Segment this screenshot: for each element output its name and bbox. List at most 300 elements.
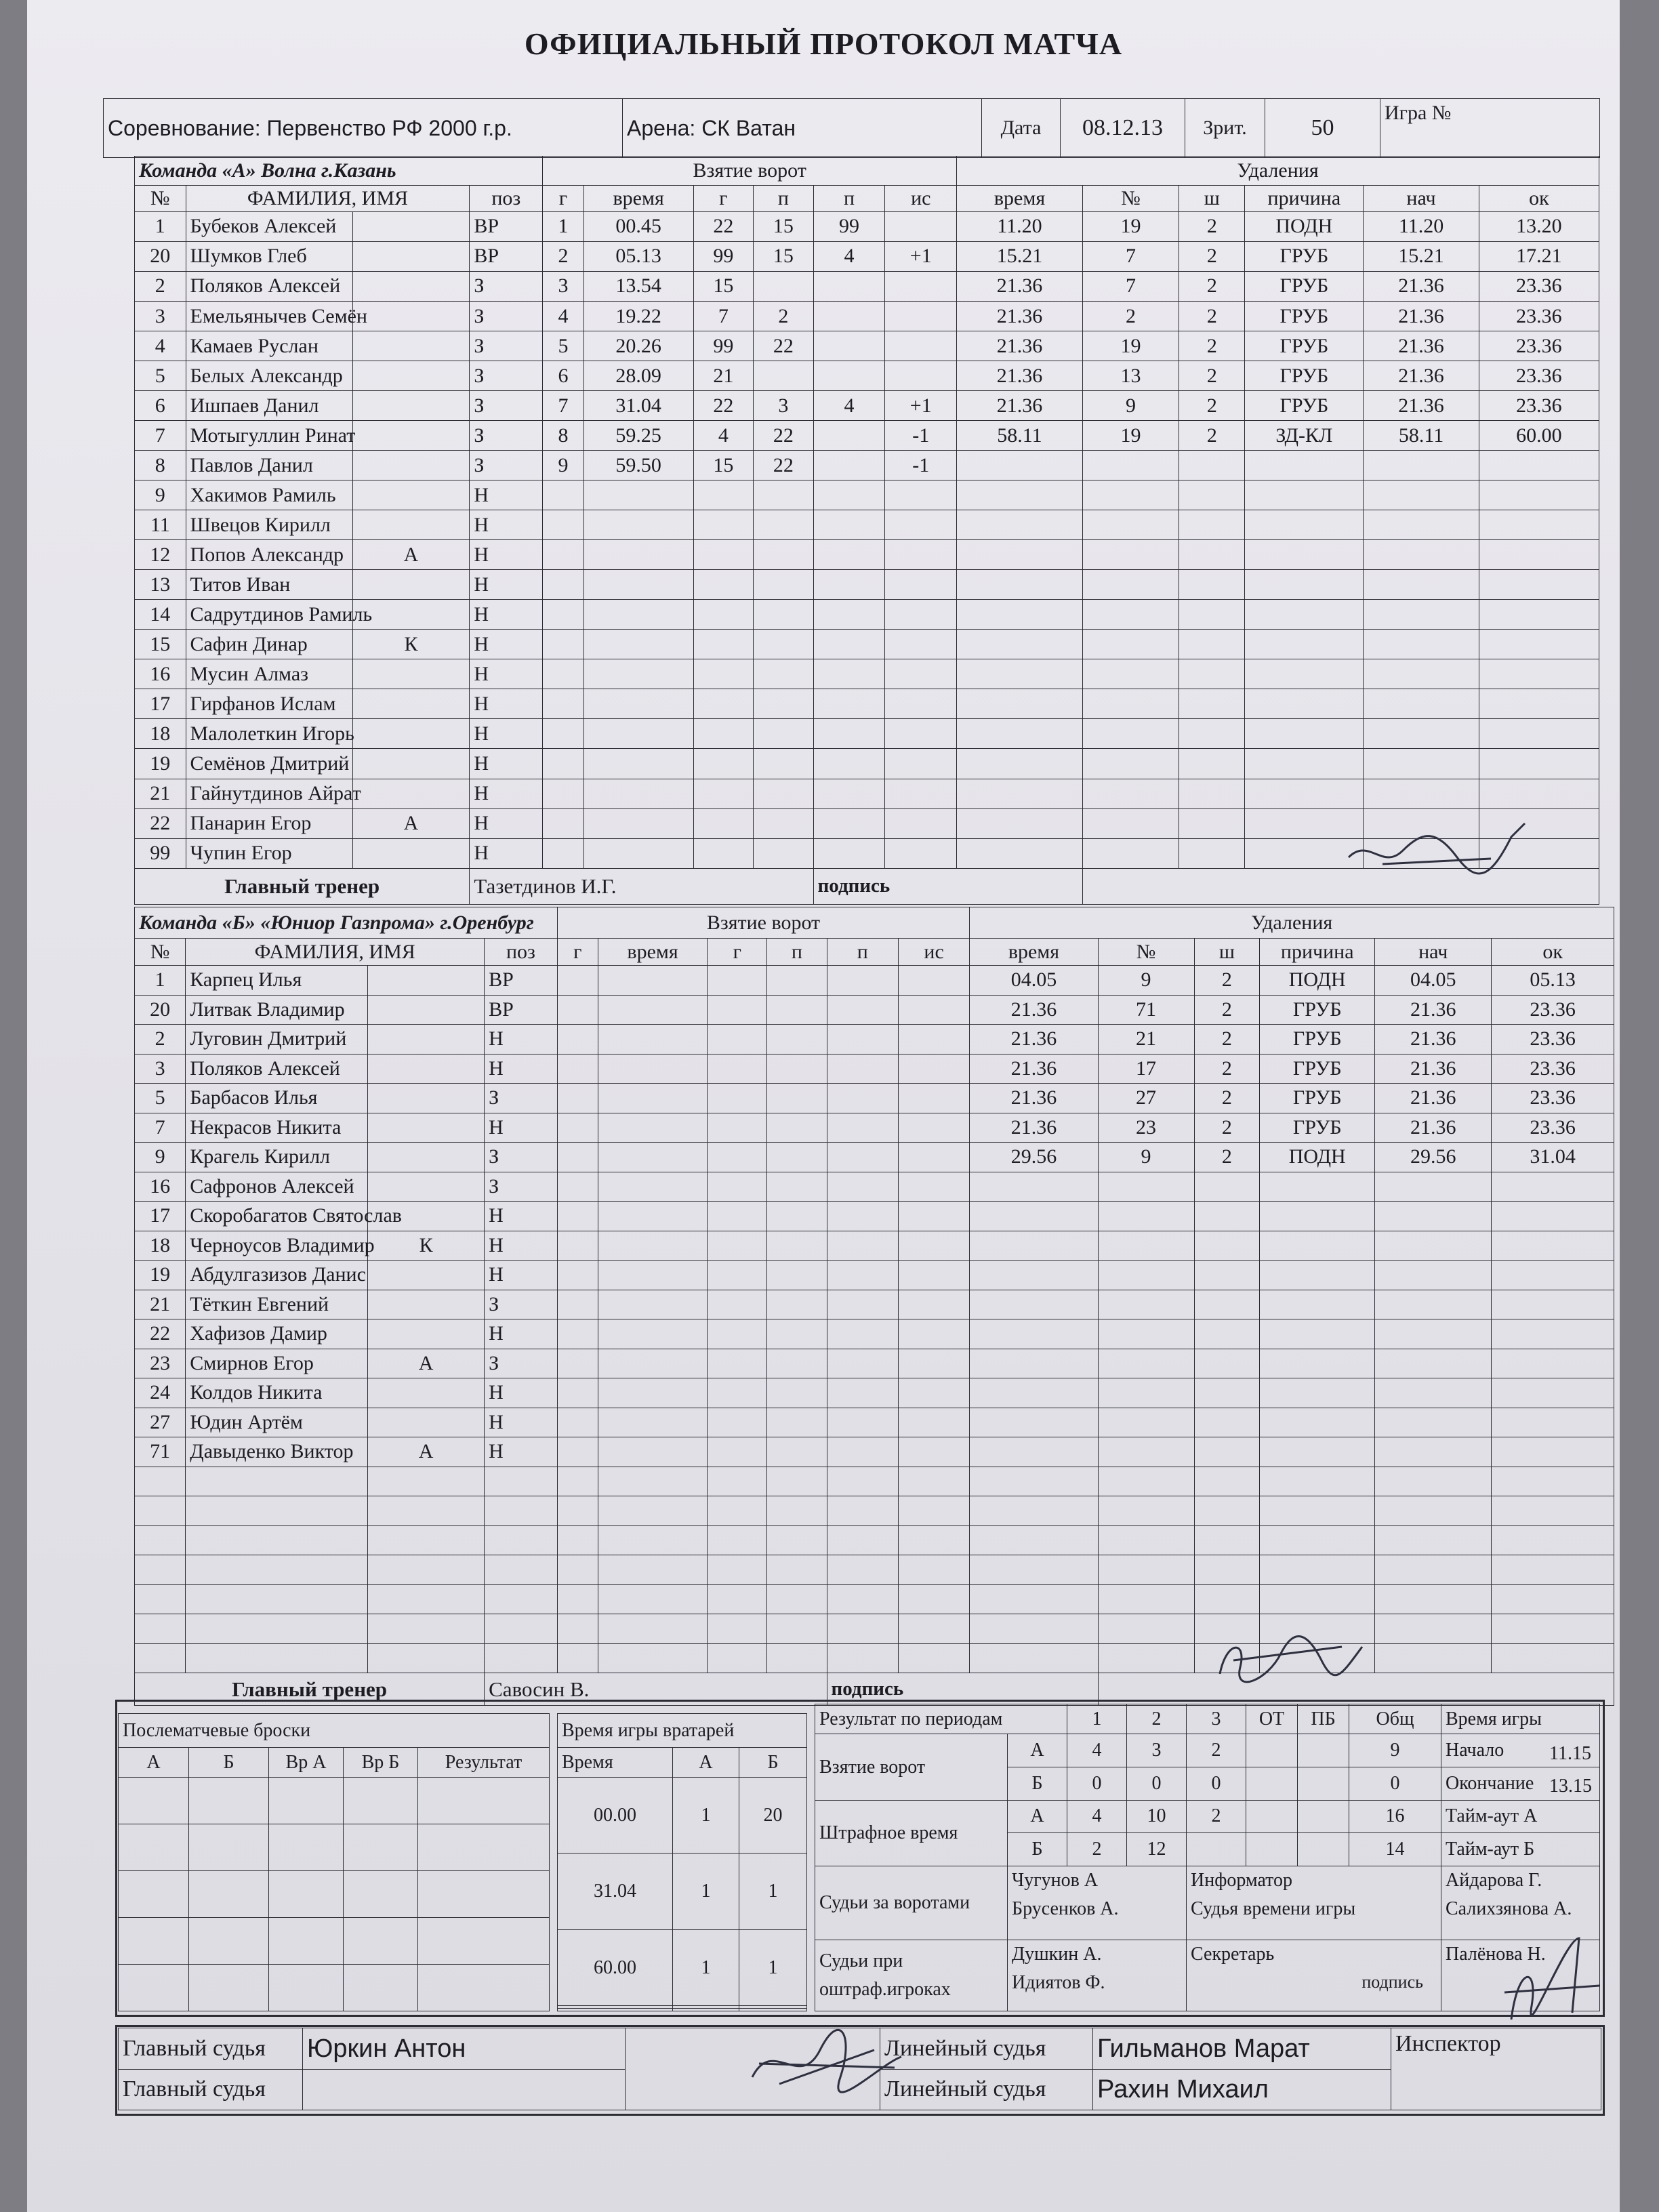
goalie-cell[interactable]: 1: [673, 1929, 739, 2005]
competition-field[interactable]: Соревнование: Первенство РФ 2000 г.р.: [104, 99, 623, 158]
goal-g[interactable]: [557, 1202, 598, 1231]
goal-ic[interactable]: [898, 1437, 969, 1467]
player-number[interactable]: 21: [135, 1290, 186, 1319]
goal-time[interactable]: [583, 540, 693, 570]
player-number[interactable]: 21: [135, 779, 186, 808]
penalty-end[interactable]: 23.36: [1492, 995, 1614, 1025]
period-cell[interactable]: 16: [1349, 1800, 1441, 1833]
penalty-no[interactable]: [1082, 630, 1179, 659]
penalty-sh[interactable]: [1179, 838, 1245, 868]
goal-ic[interactable]: [898, 1319, 969, 1349]
penalty-no[interactable]: [1098, 1378, 1194, 1408]
goal-p2[interactable]: [813, 510, 885, 540]
goal-g[interactable]: [557, 1084, 598, 1113]
penalty-time[interactable]: [957, 480, 1083, 510]
goal-ic[interactable]: [885, 510, 957, 540]
penalty-time[interactable]: [970, 1643, 1098, 1673]
penalty-no[interactable]: 9: [1098, 1143, 1194, 1172]
penalty-start[interactable]: [1375, 1496, 1492, 1526]
penalty-start[interactable]: [1375, 1172, 1492, 1202]
player-position[interactable]: Н: [485, 1025, 558, 1054]
goal-judge-1[interactable]: Чугунов А: [1012, 1869, 1099, 1891]
penalty-reason[interactable]: ГРУБ: [1260, 1025, 1375, 1054]
goal-p1[interactable]: [767, 1290, 827, 1319]
penalty-time[interactable]: [970, 1202, 1098, 1231]
player-position[interactable]: З: [485, 1290, 558, 1319]
penalty-reason[interactable]: [1260, 1437, 1375, 1467]
player-position[interactable]: [485, 1555, 558, 1585]
penalty-sh[interactable]: [1194, 1349, 1260, 1378]
penalty-time[interactable]: [970, 1231, 1098, 1261]
penalty-time[interactable]: [957, 540, 1083, 570]
penalty-reason[interactable]: ГРУБ: [1260, 1084, 1375, 1113]
goal-g[interactable]: [543, 630, 583, 659]
penalty-start[interactable]: [1375, 1614, 1492, 1644]
player-name[interactable]: [186, 540, 352, 570]
goal-p1[interactable]: [767, 1496, 827, 1526]
penalty-end[interactable]: [1479, 659, 1599, 689]
goal-p1[interactable]: 2: [754, 302, 814, 331]
goal-gp[interactable]: [693, 838, 754, 868]
penalty-start[interactable]: [1375, 1555, 1492, 1585]
player-name[interactable]: [186, 1290, 368, 1319]
game-start-value[interactable]: 11.15: [1549, 1743, 1591, 1764]
penalty-sh[interactable]: 2: [1179, 421, 1245, 451]
goal-g[interactable]: [557, 1113, 598, 1143]
penalty-end[interactable]: [1479, 570, 1599, 600]
penalty-reason[interactable]: ПОДН: [1260, 966, 1375, 996]
player-name[interactable]: [186, 1378, 368, 1408]
goalie-cell[interactable]: 31.04: [558, 1853, 673, 1929]
goal-p2[interactable]: [827, 1437, 898, 1467]
player-number[interactable]: 99: [135, 838, 186, 868]
player-position[interactable]: Н: [470, 719, 543, 749]
goal-time[interactable]: [598, 1525, 707, 1555]
player-position[interactable]: Н: [470, 600, 543, 630]
penalty-end[interactable]: [1479, 540, 1599, 570]
player-position[interactable]: Н: [470, 630, 543, 659]
goal-gp[interactable]: [708, 1584, 767, 1614]
timekeeper-name[interactable]: Салихзянова А.: [1446, 1898, 1572, 1919]
goal-p1[interactable]: [767, 1584, 827, 1614]
player-position[interactable]: [485, 1496, 558, 1526]
player-number[interactable]: [135, 1496, 186, 1526]
goal-time[interactable]: [598, 1437, 707, 1467]
goal-ic[interactable]: [898, 1408, 969, 1437]
goal-p1[interactable]: [754, 600, 814, 630]
penalty-reason[interactable]: [1260, 1378, 1375, 1408]
goal-p2[interactable]: [827, 1290, 898, 1319]
penalty-start[interactable]: 15.21: [1364, 241, 1479, 271]
goal-gp[interactable]: [708, 1378, 767, 1408]
player-position[interactable]: Н: [485, 1113, 558, 1143]
goal-gp[interactable]: [693, 779, 754, 808]
period-cell[interactable]: 2: [1187, 1734, 1246, 1767]
goal-p2[interactable]: [813, 808, 885, 838]
penalty-no[interactable]: [1082, 689, 1179, 719]
penalty-sh[interactable]: [1194, 1202, 1260, 1231]
player-position[interactable]: Н: [485, 1437, 558, 1467]
penalty-sh[interactable]: 2: [1179, 361, 1245, 391]
penalty-reason[interactable]: [1245, 630, 1364, 659]
player-number[interactable]: [135, 1643, 186, 1673]
penalty-time[interactable]: [970, 1584, 1098, 1614]
goal-gp[interactable]: [693, 689, 754, 719]
linesman-1[interactable]: Гильманов Марат: [1093, 2028, 1391, 2070]
goal-ic[interactable]: [898, 1467, 969, 1496]
penalty-sh[interactable]: [1194, 1584, 1260, 1614]
goal-gp[interactable]: 4: [693, 421, 754, 451]
goal-time[interactable]: [583, 808, 693, 838]
player-name[interactable]: [186, 779, 361, 808]
player-name[interactable]: [186, 1202, 402, 1231]
penalty-end[interactable]: [1492, 1555, 1614, 1585]
goal-g[interactable]: 2: [543, 241, 583, 271]
goal-p2[interactable]: [827, 1614, 898, 1644]
goal-p2[interactable]: [827, 1349, 898, 1378]
player-position[interactable]: Н: [485, 1231, 558, 1261]
goal-p2[interactable]: [813, 659, 885, 689]
player-name[interactable]: [186, 302, 367, 331]
penalty-start[interactable]: [1375, 1525, 1492, 1555]
goal-gp[interactable]: [708, 1467, 767, 1496]
penalty-time[interactable]: 21.36: [970, 995, 1098, 1025]
goalie-cell[interactable]: 1: [739, 1853, 807, 1929]
penalty-start[interactable]: 11.20: [1364, 211, 1479, 241]
goal-time[interactable]: [598, 1614, 707, 1644]
goal-p1[interactable]: [767, 1437, 827, 1467]
goal-gp[interactable]: [693, 540, 754, 570]
penalty-reason[interactable]: ПОДН: [1245, 211, 1364, 241]
player-name[interactable]: [186, 1054, 368, 1084]
goal-gp[interactable]: [708, 1113, 767, 1143]
penalty-reason[interactable]: [1245, 838, 1364, 868]
penalty-sh[interactable]: [1179, 808, 1245, 838]
penalty-start[interactable]: [1364, 510, 1479, 540]
goal-time[interactable]: [598, 1408, 707, 1437]
penalty-end[interactable]: [1492, 1437, 1614, 1467]
goal-p1[interactable]: [767, 966, 827, 996]
penalty-sh[interactable]: [1194, 1525, 1260, 1555]
penalty-end[interactable]: [1479, 749, 1599, 779]
penalty-no[interactable]: [1098, 1584, 1194, 1614]
penalty-time[interactable]: [957, 659, 1083, 689]
goal-g[interactable]: [557, 1467, 598, 1496]
goal-g[interactable]: [557, 1349, 598, 1378]
penalty-no[interactable]: [1082, 510, 1179, 540]
goal-ic[interactable]: [898, 1584, 969, 1614]
goal-g[interactable]: [557, 1319, 598, 1349]
penalty-start[interactable]: [1364, 719, 1479, 749]
goal-g[interactable]: [557, 995, 598, 1025]
player-position[interactable]: [485, 1614, 558, 1644]
goal-p1[interactable]: [767, 1143, 827, 1172]
penalty-start[interactable]: [1364, 480, 1479, 510]
goal-p2[interactable]: [827, 1525, 898, 1555]
goal-gp[interactable]: [693, 570, 754, 600]
goal-ic[interactable]: [898, 1614, 969, 1644]
player-number[interactable]: 20: [135, 995, 186, 1025]
player-number[interactable]: 3: [135, 1054, 186, 1084]
penalty-sh[interactable]: [1179, 719, 1245, 749]
penalty-end[interactable]: 23.36: [1479, 331, 1599, 361]
penalty-reason[interactable]: ГРУБ: [1245, 361, 1364, 391]
goal-time[interactable]: 31.04: [583, 391, 693, 421]
goal-time[interactable]: [598, 1084, 707, 1113]
penalty-no[interactable]: [1082, 659, 1179, 689]
goal-gp[interactable]: 99: [693, 331, 754, 361]
player-name[interactable]: [186, 510, 352, 540]
penalty-sh[interactable]: 2: [1194, 1054, 1260, 1084]
player-name[interactable]: [186, 211, 352, 241]
penalty-time[interactable]: [970, 1525, 1098, 1555]
goal-g[interactable]: [557, 1614, 598, 1644]
penalty-start[interactable]: 58.11: [1364, 421, 1479, 451]
player-number[interactable]: 8: [135, 451, 186, 480]
penalty-no[interactable]: [1098, 1614, 1194, 1644]
goal-gp[interactable]: 22: [693, 391, 754, 421]
period-cell[interactable]: 2: [1187, 1800, 1246, 1833]
penalty-sh[interactable]: [1194, 1408, 1260, 1437]
goal-g[interactable]: [543, 719, 583, 749]
goal-p1[interactable]: [767, 1408, 827, 1437]
penalty-no[interactable]: [1098, 1349, 1194, 1378]
player-position[interactable]: Н: [470, 838, 543, 868]
player-name[interactable]: [186, 1084, 368, 1113]
penalty-sh[interactable]: 2: [1194, 966, 1260, 996]
penalty-end[interactable]: 60.00: [1479, 421, 1599, 451]
player-position[interactable]: З: [470, 361, 543, 391]
goal-gp[interactable]: [708, 1349, 767, 1378]
player-number[interactable]: 19: [135, 1261, 186, 1290]
player-name[interactable]: [186, 1555, 368, 1585]
penalty-time[interactable]: [957, 630, 1083, 659]
penalty-time[interactable]: [957, 749, 1083, 779]
penalty-reason[interactable]: ПОДН: [1260, 1143, 1375, 1172]
box-judge-2[interactable]: Идиятов Ф.: [1012, 1971, 1105, 1993]
player-position[interactable]: [485, 1643, 558, 1673]
goal-p2[interactable]: [827, 1143, 898, 1172]
penalty-time[interactable]: [970, 1261, 1098, 1290]
goal-p1[interactable]: [767, 1113, 827, 1143]
penalty-start[interactable]: [1364, 570, 1479, 600]
penalty-no[interactable]: 13: [1082, 361, 1179, 391]
penalty-end[interactable]: [1492, 1584, 1614, 1614]
goal-p2[interactable]: [813, 540, 885, 570]
penalty-start[interactable]: [1364, 600, 1479, 630]
player-position[interactable]: ВР: [485, 966, 558, 996]
penalty-sh[interactable]: [1194, 1555, 1260, 1585]
goal-p1[interactable]: [767, 1349, 827, 1378]
penalty-reason[interactable]: [1260, 1614, 1375, 1644]
penalty-time[interactable]: 04.05: [970, 966, 1098, 996]
penalty-end[interactable]: [1479, 719, 1599, 749]
penalty-end[interactable]: [1492, 1261, 1614, 1290]
goal-g[interactable]: [557, 1584, 598, 1614]
player-name[interactable]: [186, 391, 352, 421]
goal-gp[interactable]: [693, 600, 754, 630]
player-name[interactable]: [186, 1172, 368, 1202]
goal-time[interactable]: [583, 630, 693, 659]
goal-gp[interactable]: [708, 1290, 767, 1319]
goal-ic[interactable]: [898, 1202, 969, 1231]
penalty-no[interactable]: [1098, 1231, 1194, 1261]
goal-ic[interactable]: [898, 1525, 969, 1555]
penalty-start[interactable]: [1364, 659, 1479, 689]
penalty-no[interactable]: [1098, 1172, 1194, 1202]
player-name[interactable]: [186, 719, 352, 749]
player-position[interactable]: Н: [470, 749, 543, 779]
goal-ic[interactable]: [898, 1555, 969, 1585]
penalty-reason[interactable]: ГРУБ: [1245, 241, 1364, 271]
player-position[interactable]: З: [485, 1143, 558, 1172]
player-position[interactable]: Н: [485, 1054, 558, 1084]
penalty-no[interactable]: 19: [1082, 211, 1179, 241]
penalty-reason[interactable]: [1260, 1584, 1375, 1614]
penalty-reason[interactable]: [1245, 659, 1364, 689]
goal-p1[interactable]: [767, 995, 827, 1025]
penalty-sh[interactable]: [1179, 749, 1245, 779]
head-referee-1[interactable]: Юркин Антон: [303, 2028, 626, 2070]
goal-p1[interactable]: [754, 779, 814, 808]
goal-p1[interactable]: [767, 1202, 827, 1231]
penalty-reason[interactable]: [1260, 1555, 1375, 1585]
goalie-cell[interactable]: 1: [673, 1778, 739, 1853]
player-name[interactable]: [186, 838, 352, 868]
penalty-no[interactable]: 23: [1098, 1113, 1194, 1143]
penalty-time[interactable]: 21.36: [970, 1025, 1098, 1054]
player-position[interactable]: ВР: [485, 995, 558, 1025]
player-number[interactable]: 23: [135, 1349, 186, 1378]
player-number[interactable]: 12: [135, 540, 186, 570]
goal-p2[interactable]: [827, 1172, 898, 1202]
player-number[interactable]: 11: [135, 510, 186, 540]
penalty-sh[interactable]: 2: [1194, 1143, 1260, 1172]
penalty-time[interactable]: 11.20: [957, 211, 1083, 241]
penalty-end[interactable]: [1479, 510, 1599, 540]
period-cell[interactable]: 12: [1127, 1833, 1187, 1866]
penalty-start[interactable]: [1375, 1349, 1492, 1378]
goalie-cell[interactable]: 1: [739, 1929, 807, 2005]
player-number[interactable]: 71: [135, 1437, 186, 1467]
penalty-reason[interactable]: ГРУБ: [1245, 271, 1364, 301]
penalty-time[interactable]: 21.36: [957, 331, 1083, 361]
player-name[interactable]: [186, 995, 368, 1025]
penalty-end[interactable]: [1492, 1202, 1614, 1231]
penalty-sh[interactable]: [1179, 570, 1245, 600]
penalty-no[interactable]: 21: [1098, 1025, 1194, 1054]
penalty-end[interactable]: [1492, 1319, 1614, 1349]
goal-g[interactable]: [557, 1496, 598, 1526]
goal-ic[interactable]: [885, 719, 957, 749]
goal-ic[interactable]: [885, 749, 957, 779]
goal-g[interactable]: [557, 1525, 598, 1555]
goal-time[interactable]: 59.50: [583, 451, 693, 480]
goal-time[interactable]: 00.45: [583, 211, 693, 241]
coach-signature-field[interactable]: [1082, 868, 1599, 904]
goal-p1[interactable]: 15: [754, 241, 814, 271]
penalty-end[interactable]: [1492, 1467, 1614, 1496]
goal-g[interactable]: [557, 1408, 598, 1437]
goal-g[interactable]: [557, 1231, 598, 1261]
player-name[interactable]: [186, 1437, 368, 1467]
player-name[interactable]: [186, 808, 352, 838]
penalty-reason[interactable]: ГРУБ: [1245, 331, 1364, 361]
goal-time[interactable]: 28.09: [583, 361, 693, 391]
goal-gp[interactable]: [708, 1172, 767, 1202]
goal-p1[interactable]: [767, 1614, 827, 1644]
goal-p1[interactable]: 22: [754, 421, 814, 451]
penalty-reason[interactable]: [1260, 1496, 1375, 1526]
penalty-end[interactable]: [1492, 1614, 1614, 1644]
penalty-sh[interactable]: [1179, 630, 1245, 659]
player-name[interactable]: [186, 1525, 368, 1555]
penalty-end[interactable]: [1492, 1496, 1614, 1526]
player-position[interactable]: Н: [485, 1202, 558, 1231]
player-number[interactable]: 17: [135, 1202, 186, 1231]
goal-p1[interactable]: 15: [754, 211, 814, 241]
player-number[interactable]: [135, 1525, 186, 1555]
player-name[interactable]: [186, 1319, 368, 1349]
player-number[interactable]: 1: [135, 966, 186, 996]
goal-p1[interactable]: [754, 540, 814, 570]
penalty-sh[interactable]: 2: [1179, 211, 1245, 241]
goal-g[interactable]: [543, 480, 583, 510]
goal-p1[interactable]: [767, 1084, 827, 1113]
player-number[interactable]: [135, 1584, 186, 1614]
goal-p2[interactable]: [827, 1084, 898, 1113]
goal-ic[interactable]: [885, 480, 957, 510]
goal-gp[interactable]: [708, 1319, 767, 1349]
player-name[interactable]: [186, 749, 352, 779]
player-number[interactable]: 18: [135, 1231, 186, 1261]
penalty-no[interactable]: 19: [1082, 421, 1179, 451]
player-number[interactable]: 9: [135, 480, 186, 510]
penalty-no[interactable]: [1082, 540, 1179, 570]
goal-time[interactable]: [598, 1231, 707, 1261]
penalty-end[interactable]: 23.36: [1479, 391, 1599, 421]
penalty-reason[interactable]: ГРУБ: [1260, 1113, 1375, 1143]
penalty-time[interactable]: [970, 1290, 1098, 1319]
penalty-start[interactable]: [1364, 838, 1479, 868]
player-number[interactable]: 15: [135, 630, 186, 659]
penalty-start[interactable]: 04.05: [1375, 966, 1492, 996]
penalty-reason[interactable]: ГРУБ: [1260, 995, 1375, 1025]
goal-p2[interactable]: [827, 1319, 898, 1349]
goal-time[interactable]: [583, 600, 693, 630]
goal-gp[interactable]: [693, 480, 754, 510]
goal-gp[interactable]: [708, 1084, 767, 1113]
goal-p1[interactable]: [754, 719, 814, 749]
penalty-no[interactable]: [1098, 1496, 1194, 1526]
goal-ic[interactable]: [885, 271, 957, 301]
goal-gp[interactable]: [708, 1408, 767, 1437]
penalty-sh[interactable]: [1194, 1290, 1260, 1319]
goal-g[interactable]: [557, 1378, 598, 1408]
goal-ic[interactable]: -1: [885, 451, 957, 480]
penalty-no[interactable]: [1098, 1408, 1194, 1437]
penalty-time[interactable]: 21.36: [970, 1084, 1098, 1113]
penalty-time[interactable]: [970, 1408, 1098, 1437]
goal-ic[interactable]: [898, 1261, 969, 1290]
penalty-start[interactable]: [1364, 451, 1479, 480]
player-number[interactable]: 2: [135, 1025, 186, 1054]
goal-p2[interactable]: [813, 749, 885, 779]
goal-time[interactable]: [598, 1113, 707, 1143]
penalty-time[interactable]: 58.11: [957, 421, 1083, 451]
penalty-time[interactable]: [970, 1437, 1098, 1467]
game-number-field[interactable]: Игра №: [1380, 99, 1600, 158]
